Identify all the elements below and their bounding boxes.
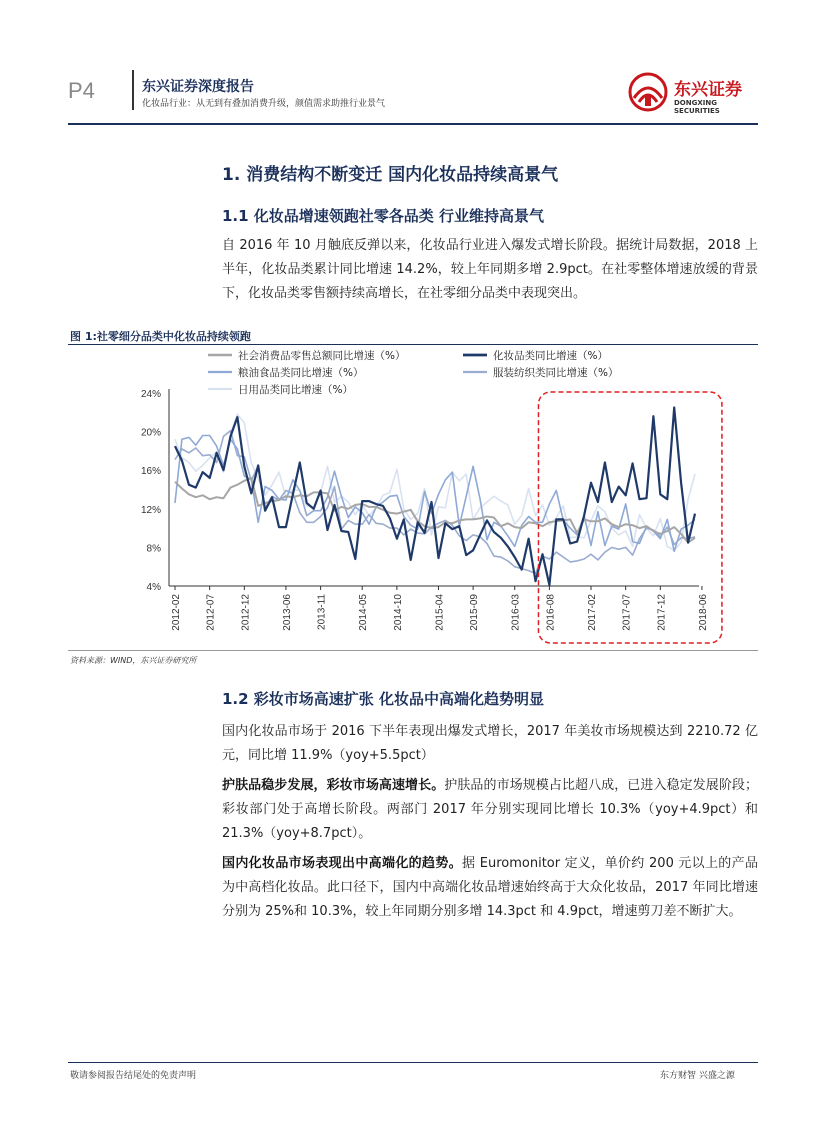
company-logo bbox=[628, 72, 758, 116]
paragraph-1-1: 自 2016 年 10 月触底反弹以来，化妆品行业进入爆发式增长阶段。据统计局数据，2018 上半年，化妆品类累计同比增速 14.2%，较上年同期多增 2.9pct。在社零整体增速放缓的背景下，化妆品类零售额持续高增长，在社零细分品类中表现突出。 bbox=[222, 238, 758, 301]
y-tick-label: 12% bbox=[140, 504, 161, 516]
x-tick-label: 2017-02 bbox=[587, 594, 598, 631]
report-title: 东兴证券深度报告 bbox=[142, 79, 254, 95]
x-tick-label: 2014-05 bbox=[358, 594, 370, 631]
figure-title: 图 1:社零细分品类中化妆品持续领跑 bbox=[70, 330, 251, 343]
subsection-heading-1-1: 1.1 化妆品增速领跑社零各品类 行业维持高景气 bbox=[222, 207, 545, 225]
x-tick-label: 2012-07 bbox=[205, 594, 217, 631]
figure-source: 资料来源：WIND，东兴证券研究所 bbox=[70, 656, 197, 665]
subsection-heading-1-2: 1.2 彩妆市场高速扩张 化妆品中高端化趋势明显 bbox=[222, 690, 545, 708]
x-tick-label: 2015-09 bbox=[469, 594, 481, 631]
source-rule bbox=[68, 650, 758, 651]
series-line bbox=[175, 408, 695, 586]
paragraph-1-2-b-lead: 护肤品稳步发展，彩妆市场高速增长。 bbox=[222, 778, 445, 793]
figure-rule bbox=[68, 344, 758, 345]
header-rule bbox=[68, 123, 758, 125]
x-tick-label: 2016-08 bbox=[545, 594, 557, 631]
line-chart bbox=[68, 346, 758, 646]
paragraph-1-2-a: 国内化妆品市场于 2016 下半年表现出爆发式增长，2017 年美妆市场规模达到 2210.72 亿元，同比增 11.9%（yoy+5.5pct） bbox=[222, 724, 758, 763]
y-tick-label: 4% bbox=[146, 582, 161, 593]
paragraph-1-2-c bbox=[222, 852, 758, 924]
x-tick-label: 2013-06 bbox=[281, 594, 293, 631]
x-tick-label: 2018-06 bbox=[697, 594, 709, 631]
y-tick-label: 20% bbox=[140, 427, 161, 439]
legend-label: 社会消费品零售总额同比增速（%） bbox=[238, 350, 406, 362]
paragraph-1-2-b-body: 护肤品的市场规模占比超八成，已进入稳定发展阶段；彩妆部门处于高增长阶段。两部门 2017 年分别实现同比增长 10.3%（yoy+4.9pct）和 21.3%（yoy+8.7pct）。 bbox=[222, 778, 758, 841]
y-tick-label: 16% bbox=[140, 466, 161, 478]
x-tick-label: 2012-02 bbox=[171, 594, 182, 631]
x-tick-label: 2014-10 bbox=[392, 594, 404, 631]
x-tick-label: 2013-11 bbox=[316, 594, 328, 630]
header-divider bbox=[132, 70, 134, 110]
legend-label: 化妆品类同比增速（%） bbox=[493, 350, 608, 362]
legend-label: 日用品类同比增速（%） bbox=[238, 384, 353, 396]
y-tick-label: 24% bbox=[140, 389, 161, 400]
dongxing-logo-icon bbox=[628, 72, 668, 112]
x-tick-label: 2016-03 bbox=[510, 594, 522, 631]
x-tick-label: 2017-07 bbox=[621, 594, 633, 631]
legend-label: 服装纺织类同比增速（%） bbox=[493, 367, 619, 379]
paragraph-1-2-c-body: 据 Euromonitor 定义，单价约 200 元以上的产品为中高档化妆品。此口径下，国内中高端化妆品增速始终高于大众化妆品，2017 年同比增速分别为 25%和 10.3%，较上年同期分别多增 14.3pct 和 4.9pct，增速剪刀差不断扩大。 bbox=[222, 856, 758, 919]
legend-label: 粮油食品类同比增速（%） bbox=[238, 367, 364, 379]
page-number: P4 bbox=[68, 78, 95, 103]
logo-text-cn: 东兴证券 bbox=[674, 80, 742, 100]
x-tick-label: 2015-04 bbox=[434, 594, 446, 631]
footer-rule bbox=[68, 1062, 758, 1063]
logo-text-en: DONGXING SECURITIES bbox=[674, 99, 720, 115]
paragraph-1-2-b bbox=[222, 774, 758, 846]
footer-slogan: 东方财智 兴盛之源 bbox=[660, 1071, 735, 1081]
y-tick-label: 8% bbox=[146, 543, 161, 555]
footer-disclaimer: 敬请参阅报告结尾处的免责声明 bbox=[70, 1071, 197, 1081]
x-tick-label: 2012-12 bbox=[240, 594, 252, 631]
report-subtitle: 化妆品行业：从无到有叠加消费升级，颜值需求助推行业景气 bbox=[142, 99, 386, 109]
x-tick-label: 2017-12 bbox=[656, 594, 668, 631]
section-heading-1: 1. 消费结构不断变迁 国内化妆品持续高景气 bbox=[222, 165, 559, 185]
paragraph-1-2-c-lead: 国内化妆品市场表现出中高端化的趋势。 bbox=[222, 856, 462, 871]
